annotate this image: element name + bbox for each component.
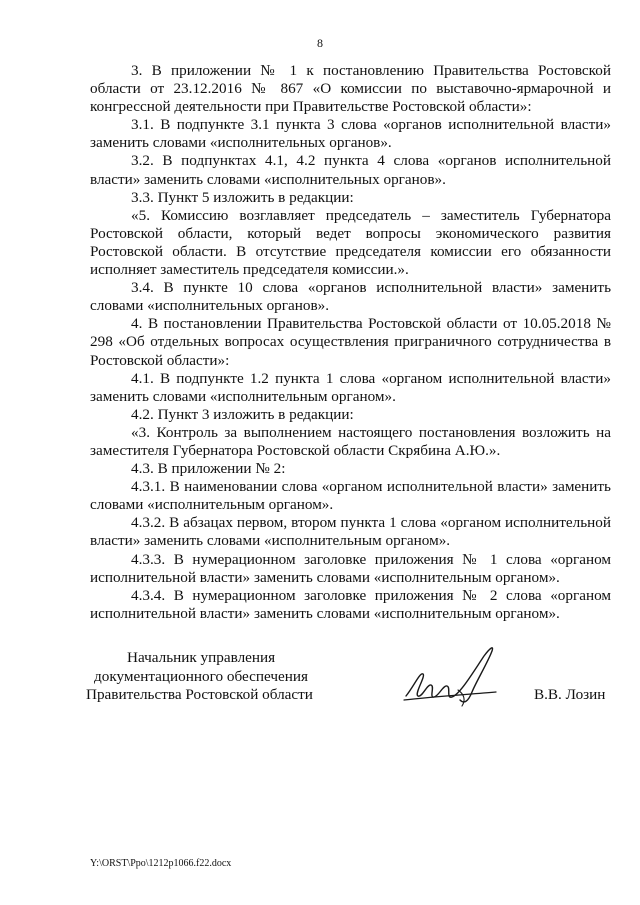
handwritten-signature xyxy=(400,642,504,712)
signatory-title xyxy=(86,649,346,705)
paragraph-3-1: 3.1. В подпункте 3.1 пункта 3 слова «органов исполнительной власти» заменить словами «исполнительных органов». xyxy=(90,116,611,152)
paragraph-4-1: 4.1. В подпункте 1.2 пункта 1 слова «органом исполнительной власти» заменить словами «исполнительным органом». xyxy=(90,369,611,405)
signatory-title-line: Начальник управления xyxy=(127,649,276,666)
signatory-title-line: Правительства Ростовской области xyxy=(86,686,313,704)
paragraph-3-3-quote: «5. Комиссию возглавляет председатель – заместитель Губернатора Ростовской области, который ведет вопросы экономического развития Ростовской области. В отсутствие председателя комиссии его обязанности исполняет заместитель председателя комиссии.». xyxy=(90,206,611,279)
signatory-name: В.В. Лозин xyxy=(534,686,606,703)
file-path: Y:\ORST\Ppo\1212p1066.f22.docx xyxy=(90,858,232,869)
page-number: 8 xyxy=(317,36,323,50)
paragraph-3-2: 3.2. В подпунктах 4.1, 4.2 пункта 4 слова «органов исполнительной власти» заменить словами «исполнительных органов». xyxy=(90,152,611,188)
document-body xyxy=(90,62,611,623)
paragraph-4-3-2: 4.3.2. В абзацах первом, втором пункта 1 слова «органом исполнительной власти» заменить словами «исполнительным органом». xyxy=(90,514,611,550)
paragraph-3: 3. В приложении № 1 к постановлению Правительства Ростовской области от 23.12.2016 № 867 «О комиссии по выставочно-ярмарочной и конгрессной деятельности при Правительстве Ростовской области»: xyxy=(90,62,611,116)
paragraph-4-3-3: 4.3.3. В нумерационном заголовке приложения № 1 слова «органом исполнительной власти» заменить словами «исполнительным органом». xyxy=(90,550,611,586)
paragraph-4-3-4: 4.3.4. В нумерационном заголовке приложения № 2 слова «органом исполнительной власти» заменить словами «исполнительным органом». xyxy=(90,586,611,622)
paragraph-3-3: 3.3. Пункт 5 изложить в редакции: xyxy=(131,188,354,206)
paragraph-4: 4. В постановлении Правительства Ростовской области от 10.05.2018 № 298 «Об отдельных вопросах осуществления приграничного сотрудничества в Ростовской области»: xyxy=(90,315,611,369)
paragraph-4-2: 4.2. Пункт 3 изложить в редакции: xyxy=(131,405,354,423)
paragraph-4-3-1: 4.3.1. В наименовании слова «органом исполнительной власти» заменить словами «исполнительным органом». xyxy=(90,478,611,514)
paragraph-4-3: 4.3. В приложении № 2: xyxy=(131,460,286,478)
paragraph-3-4: 3.4. В пункте 10 слова «органов исполнительной власти» заменить словами «исполнительных органов». xyxy=(90,279,611,315)
signatory-title-line: документационного обеспечения xyxy=(94,667,308,685)
paragraph-4-2-quote: «3. Контроль за выполнением настоящего постановления возложить на заместителя Губернатора Ростовской области Скрябина А.Ю.». xyxy=(90,423,611,459)
